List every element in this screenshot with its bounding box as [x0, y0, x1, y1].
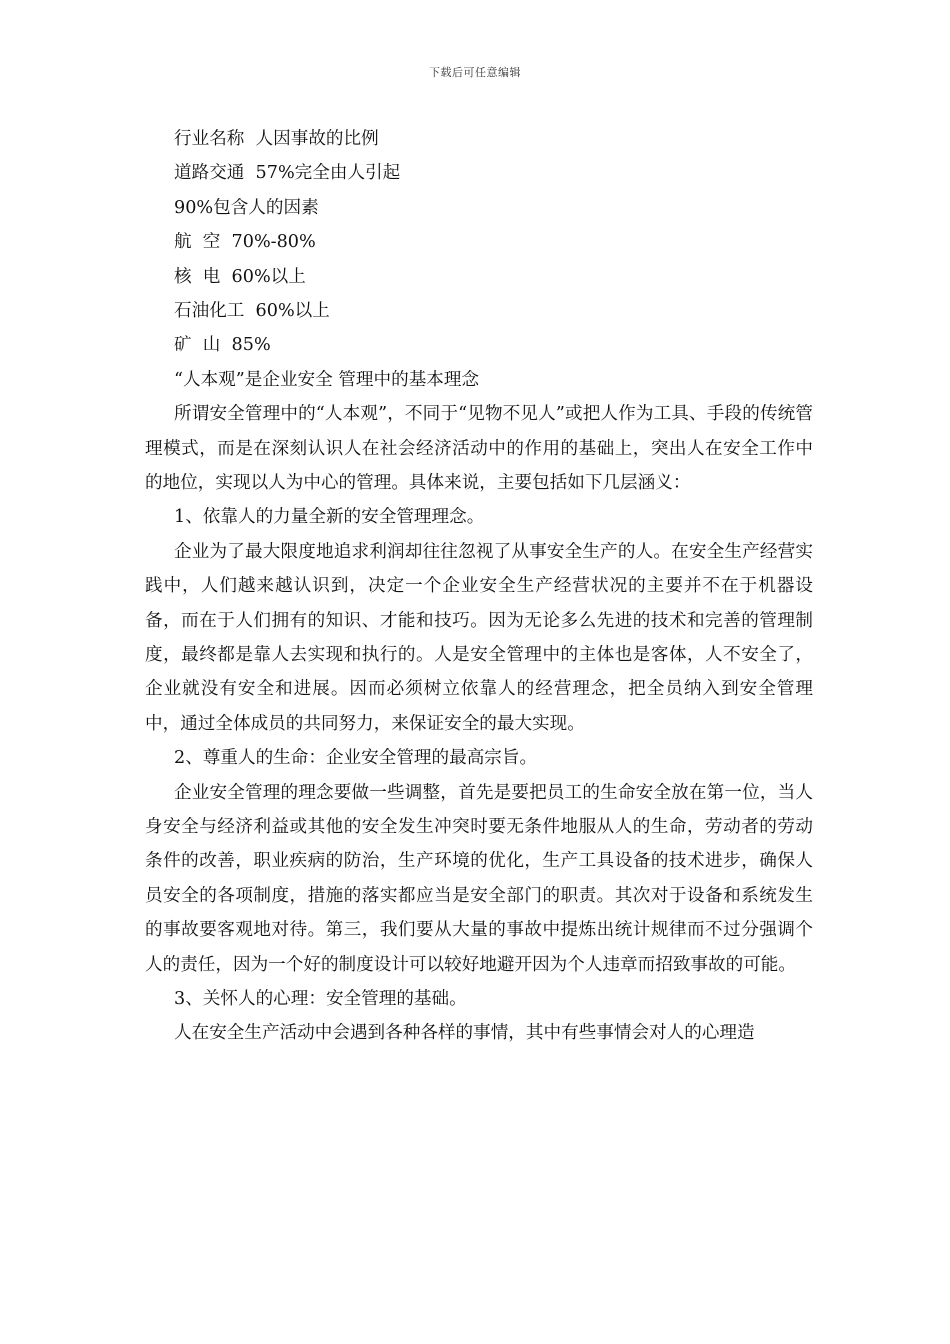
paragraph-point-2-body: 企业安全管理的理念要做一些调整，首先是要把员工的生命安全放在第一位，当人身安全与经济利益或其他的安全发生冲突时要无条件地服从人的生命，劳动者的劳动条件的改善，职业疾病的防治，生产环境的优化，生产工具设备的技术进步，确保人员安全的各项制度，措施的落实都应当是安全部门的职责。其次对于设备和系统发生的事故要客观地对待。第三，我们要从大量的事故中提炼出统计规律而不过分强调个人的责任，因为一个好的制度设计可以较好地避开因为个人违章而招致事故的可能。 — [145, 782, 813, 975]
table-line-road-detail: 90%包含人的因素 — [174, 197, 319, 218]
page-header-note: 下载后可任意编辑 — [429, 66, 521, 79]
table-line-header: 行业名称 人因事故的比例 — [174, 129, 379, 149]
table-line-petrochemical: 石油化工 60%以上 — [174, 300, 330, 321]
table-line-road: 道路交通 57%完全由人引起 — [174, 163, 401, 184]
table-line-nuclear: 核 电 60%以上 — [174, 266, 306, 287]
paragraph-intro: 所谓安全管理中的“人本观”，不同于“见物不见人”或把人作为工具、手段的传统管理模式，而是在深刻认识人在社会经济活动中的作用的基础上，突出人在安全工作中的地位，实现以人为中心的管理。具体来说，主要包括如下几层涵义： — [145, 404, 813, 493]
paragraph-point-2-title: 2、尊重人的生命：企业安全管理的最高宗旨。 — [174, 748, 538, 769]
paragraph-point-1-body: 企业为了最大限度地追求利润却往往忽视了从事安全生产的人。在安全生产经营实践中，人们越来越认识到，决定一个企业安全生产经营状况的主要并不在于机器设备，而在于人们拥有的知识、才能和技巧。因为无论多么先进的技术和完善的管理制度，最终都是靠人去实现和执行的。人是安全管理中的主体也是客体，人不安全了，企业就没有安全和进展。因而必须树立依靠人的经营理念，把全员纳入到安全管理中，通过全体成员的共同努力，来保证安全的最大实现。 — [145, 541, 813, 734]
table-line-mining: 矿 山 85% — [174, 335, 271, 356]
table-line-aviation: 航 空 70%-80% — [174, 232, 316, 253]
section-heading: “人本观”是企业安全 管理中的基本理念 — [174, 369, 480, 390]
paragraph-point-1-title: 1、依靠人的力量全新的安全管理理念。 — [174, 507, 485, 528]
document-body — [145, 122, 813, 1051]
paragraph-point-3-body: 人在安全生产活动中会遇到各种各样的事情，其中有些事情会对人的心理造 — [174, 1023, 755, 1044]
paragraph-point-3-title: 3、关怀人的心理：安全管理的基础。 — [174, 989, 467, 1010]
